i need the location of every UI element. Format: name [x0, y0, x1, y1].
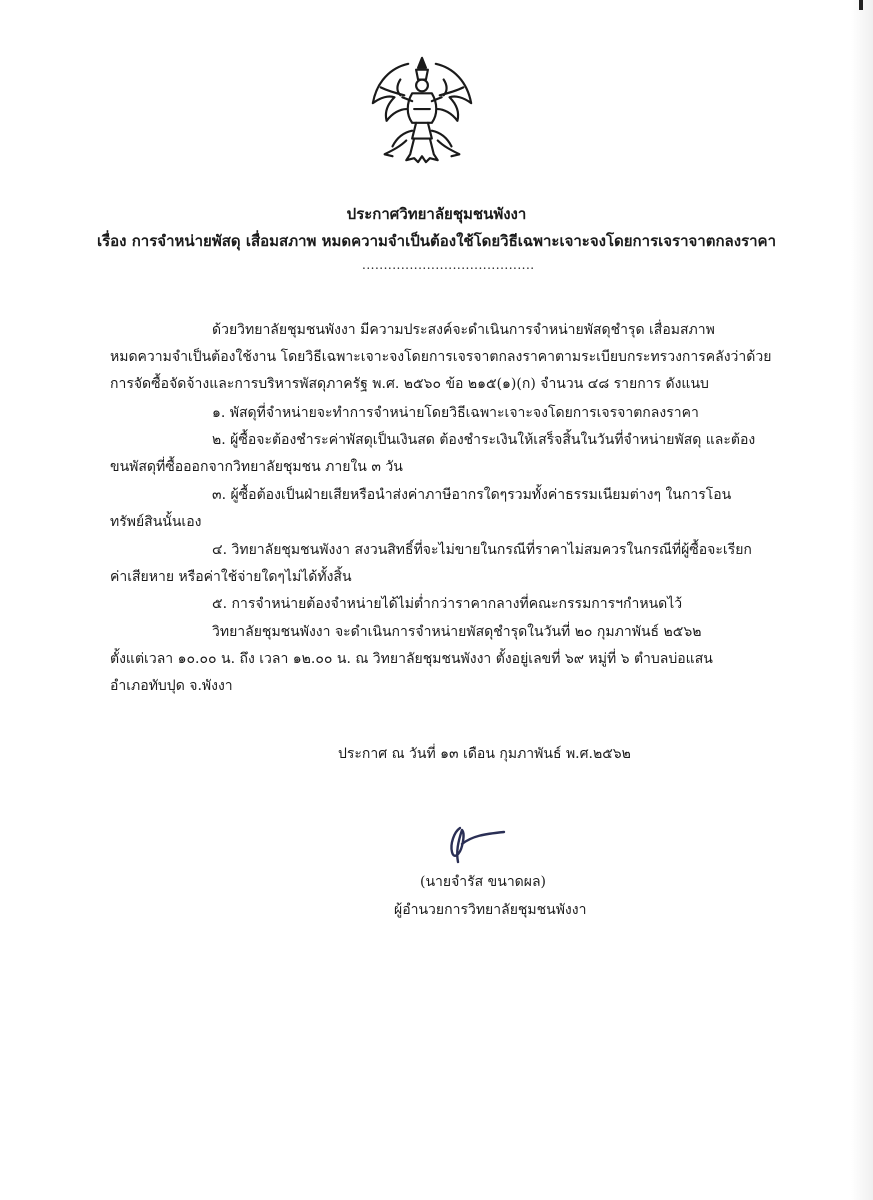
schedule-line-1: วิทยาลัยชุมชนพังงา จะดำเนินการจำหน่ายพัสดุชำรุดในวันที่ ๒๐ กุมภาพันธ์ ๒๕๖๒: [212, 624, 702, 640]
schedule-line-2: ตั้งแต่เวลา ๑๐.๐๐ น. ถึง เวลา ๑๒.๐๐ น. ณ วิทยาลัยชุมชนพังงา ตั้งอยู่เลขที่ ๖๙ หมู่ที่ ๖ ตำบลบ่อแสน: [110, 651, 713, 667]
handwritten-signature-icon: [440, 822, 512, 866]
signer-name: (นายจำรัส ขนาดผล): [420, 874, 547, 890]
item-3-line-2: ทรัพย์สินนั้นเอง: [110, 514, 202, 530]
item-1: ๑. พัสดุที่จำหน่ายจะทำการจำหน่ายโดยวิธีเฉพาะเจาะจงโดยการเจรจาตกลงราคา: [212, 405, 699, 421]
item-3-line-1: ๓. ผู้ซื้อต้องเป็นฝ่ายเสียหรือนำส่งค่าภาษีอากรใดๆรวมทั้งค่าธรรมเนียมต่างๆ ในการโอน: [212, 487, 732, 503]
item-4-line-2: ค่าเสียหาย หรือค่าใช้จ่ายใดๆไม่ได้ทั้งสิ้น: [110, 569, 352, 585]
schedule-line-3: อำเภอทับปุด จ.พังงา: [110, 678, 233, 694]
scan-corner-mark: [859, 0, 863, 10]
item-2-line-2: ขนพัสดุที่ซื้อออกจากวิทยาลัยชุมชน ภายใน ๓ วัน: [110, 459, 403, 475]
announcement-title: ประกาศวิทยาลัยชุมชนพังงา: [346, 205, 527, 223]
garuda-emblem-icon: [363, 52, 481, 170]
item-4-line-1: ๔. วิทยาลัยชุมชนพังงา สงวนสิทธิ์ที่จะไม่ขายในกรณีที่ราคาไม่สมควรในกรณีที่ผู้ซื้อจะเรียก: [212, 542, 752, 558]
announcement-date: ประกาศ ณ วันที่ ๑๓ เดือน กุมภาพันธ์ พ.ศ.๒๕๖๒: [338, 746, 631, 762]
item-2-line-1: ๒. ผู้ซื้อจะต้องชำระค่าพัสดุเป็นเงินสด ต้องชำระเงินให้เสร็จสิ้นในวันที่จำหน่ายพัสดุ และต้อง: [212, 432, 756, 448]
intro-line-1: ด้วยวิทยาลัยชุมชนพังงา มีความประสงค์จะดำเนินการจำหน่ายพัสดุชำรุด เสื่อมสภาพ: [212, 322, 715, 338]
signer-position: ผู้อำนวยการวิทยาลัยชุมชนพังงา: [394, 902, 587, 918]
intro-line-3: การจัดซื้อจัดจ้างและการบริหารพัสดุภาครัฐ พ.ศ. ๒๕๖๐ ข้อ ๒๑๕(๑)(ก) จำนวน ๔๘ รายการ ดังแนบ: [110, 376, 709, 392]
announcement-subject: เรื่อง การจำหน่ายพัสดุ เสื่อมสภาพ หมดความจำเป็นต้องใช้โดยวิธีเฉพาะเจาะจงโดยการเจราจาตกลงราคา: [96, 232, 777, 250]
intro-line-2: หมดความจำเป็นต้องใช้งาน โดยวิธีเฉพาะเจาะจงโดยการเจรจาตกลงราคาตามระเบียบกระทรวงการคลังว่าด้วย: [110, 349, 772, 365]
item-5: ๕. การจำหน่ายต้องจำหน่ายได้ไม่ต่ำกว่าราคากลางที่คณะกรรมการฯกำหนดไว้: [212, 596, 683, 612]
title-divider: ........................................: [362, 258, 535, 272]
scan-edge-shadow: [851, 0, 873, 1200]
